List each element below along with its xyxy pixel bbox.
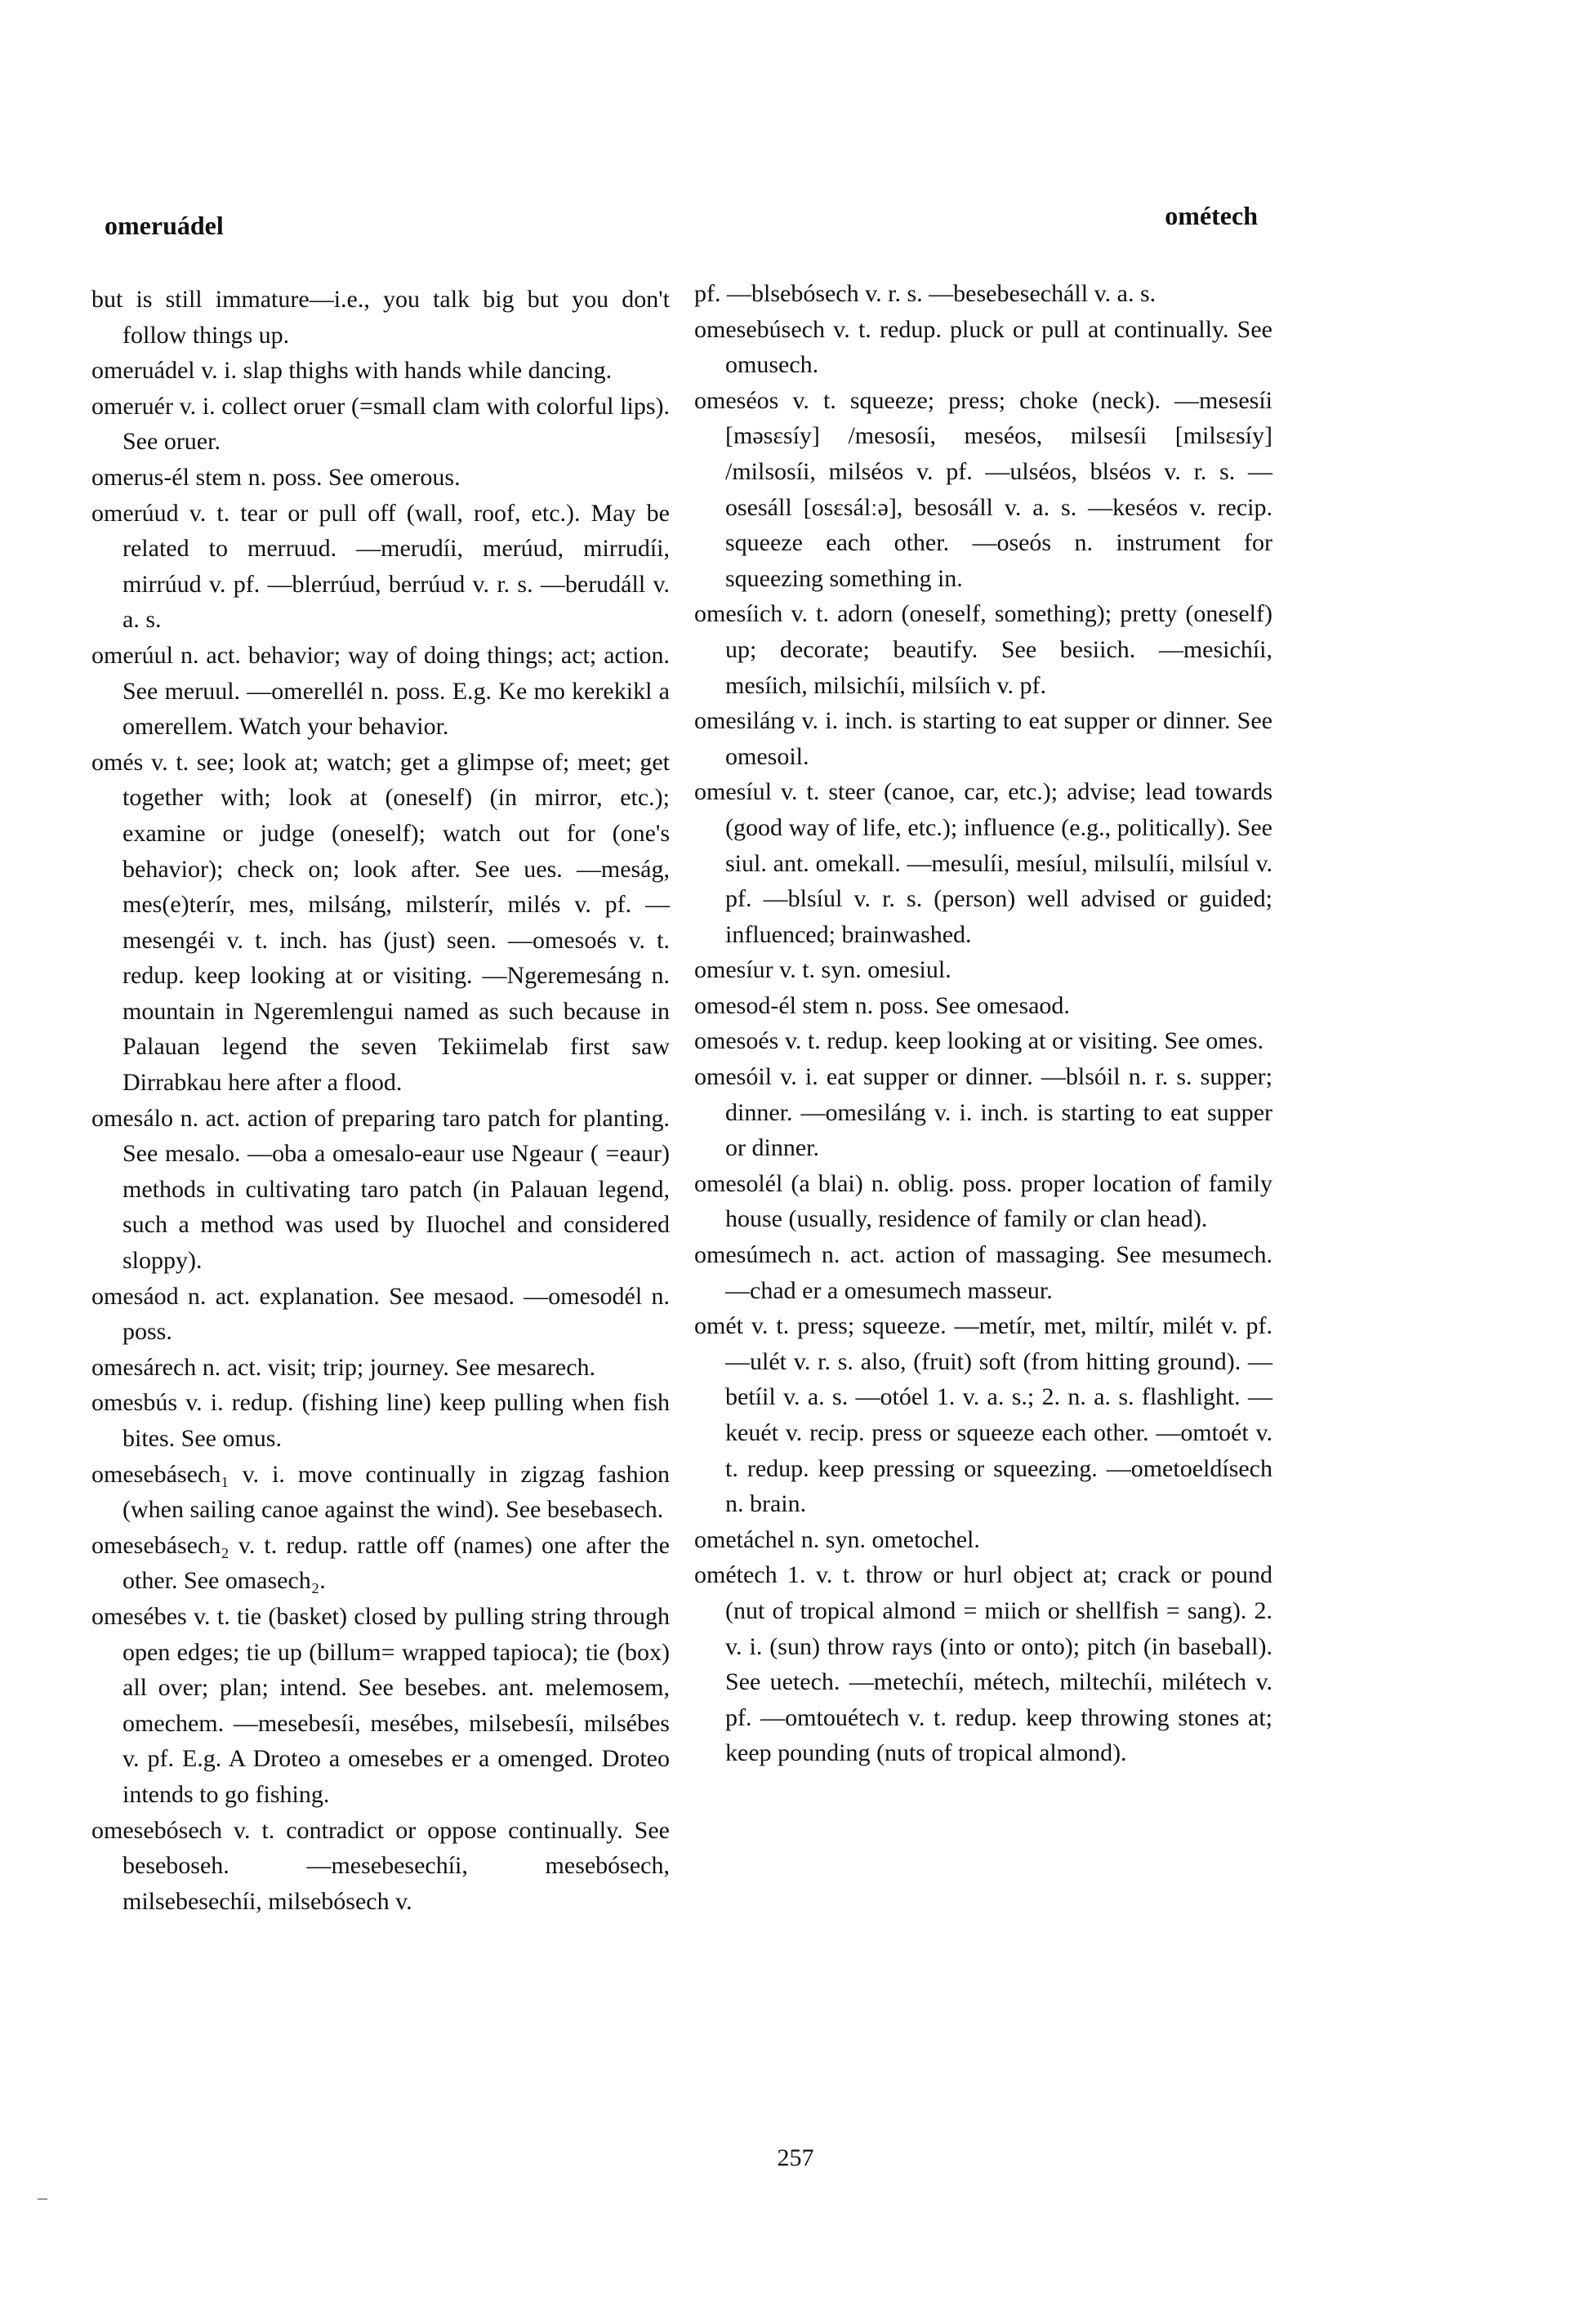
dictionary-entry: ométech 1. v. t. throw or hurl object at; crack or pound (nut of tropical almond = miich or shellfish = sang). 2. v. i. (sun) throw rays (into or onto); pitch (in baseball). See uetech. —metechíi, métech, miltechíi, milétech v. pf. —omtouétech v. t. redup. keep throwing stones at; keep pounding (nuts of tropical almond). (694, 1561, 1272, 1767)
dictionary-entry: omesébes v. t. tie (basket) closed by pulling string through open edges; tie up (billum= wrapped tapioca); tie (box) all over; plan; intend. See besebes. ant. melemosem, omechem. —mesebesíi, mesébes, milsebesíi, milsébes v. pf. E.g. A Droteo a omesebes er a omenged. Droteo intends to go fishing. (91, 1602, 670, 1808)
dictionary-entry: omesoés v. t. redup. keep looking at or visiting. See omes. (694, 1027, 1264, 1055)
dictionary-entry: omeséos v. t. squeeze; press; choke (neck). —mesesíi [məsɛsíy] /mesosíi, meséos, milsesíi [milsɛsíy] /milsosíi, milséos v. pf. —ulséos, blséos v. r. s. —osesáll [osɛsálːə], besosáll v. a. s. —keséos v. recip. squeeze each other. —oseós n. instrument for squeezing something in. (694, 386, 1272, 592)
dictionary-entry: omerus-él stem n. poss. See omerous. (91, 463, 461, 491)
dictionary-entry: omeruér v. i. collect oruer (=small clam with colorful lips). See oruer. (91, 392, 670, 456)
dictionary-entry: omerúul n. act. behavior; way of doing things; act; action. See meruul. —omerellél n. poss. E.g. Ke mo kerekikl a omerellem. Watch your behavior. (91, 641, 670, 741)
dictionary-entry: omesebásech₂ v. t. redup. rattle off (names) one after the other. See omasech₂. (91, 1531, 670, 1595)
dictionary-entry: omesáod n. act. explanation. See mesaod. —omesodél n. poss. (91, 1282, 670, 1346)
dictionary-entry: omesebósech v. t. contradict or oppose continually. See beseboseh. —mesebesechíi, mesebósech, milsebesechíi, milsebósech v. (91, 1816, 670, 1915)
dictionary-entry: omesod-él stem n. poss. See omesaod. (694, 991, 1070, 1019)
running-head-left: omeruádel (105, 211, 224, 240)
dictionary-entry: omesebúsech v. t. redup. pluck or pull at continually. See omusech. (694, 315, 1272, 379)
dictionary-entry: omesiláng v. i. inch. is starting to eat supper or dinner. See omesoil. (694, 707, 1272, 770)
dictionary-entry: omesárech n. act. visit; trip; journey. See mesarech. (91, 1353, 596, 1381)
dictionary-entry: omesbús v. i. redup. (fishing line) keep pulling when fish bites. See omus. (91, 1389, 670, 1452)
page-number: 257 (777, 2144, 814, 2171)
dictionary-entry: but is still immature—i.e., you talk big but you don't follow things up. (91, 286, 670, 349)
dictionary-entry: omeruádel v. i. slap thighs with hands while dancing. (91, 357, 613, 385)
scan-mark (38, 2198, 47, 2200)
dictionary-entry: omés v. t. see; look at; watch; get a glimpse of; meet; get together with; look at (oneself) (in mirror, etc.); examine or judge (oneself); watch out for (one's behavior); check on; look after. See ues. —meság, mes(e)terír, mes, milsáng, milsterír, milés v. pf. —mesengéi v. t. inch. has (just) seen. —omesoés v. t. redup. keep looking at or visiting. —Ngeremesáng n. mountain in Ngeremlengui named as such because in Palauan legend the seven Tekiimelab first saw Dirrabkau here after a flood. (91, 748, 670, 1097)
dictionary-entry: pf. —blsebósech v. r. s. —besebesecháll v. a. s. (694, 280, 1156, 307)
dictionary-entry: omét v. t. press; squeeze. —metír, met, miltír, milét v. pf. —ulét v. r. s. also, (fruit) soft (from hitting ground). —betíil v. a. s. —otóel 1. v. a. s.; 2. n. a. s. flashlight. —keuét v. recip. press or squeeze each other. —omtoét v. t. redup. keep pressing or squeezing. —ometoeldísech n. brain. (694, 1312, 1272, 1518)
dictionary-entry: omesebásech₁ v. i. move continually in zigzag fashion (when sailing canoe against the wind). See besebasech. (91, 1460, 670, 1524)
dictionary-entry: omesíur v. t. syn. omesiul. (694, 956, 951, 984)
left-column (91, 282, 670, 1919)
dictionary-entry: omesíul v. t. steer (canoe, car, etc.); advise; lead towards (good way of life, etc.); influence (e.g., politically). See siul. ant. omekall. —mesulíi, mesíul, milsulíi, milsíul v. pf. —blsíul v. r. s. (person) well advised or guided; influenced; brainwashed. (694, 778, 1272, 948)
dictionary-entry: omerúud v. t. tear or pull off (wall, roof, etc.). May be related to merruud. —merudíi, merúud, mirrudíi, mirrúud v. pf. —blerrúud, berrúud v. r. s. —berudáll v. a. s. (91, 499, 670, 634)
dictionary-entry: omesálo n. act. action of preparing taro patch for planting. See mesalo. —oba a omesalo-eaur use Ngeaur ( =eaur) methods in cultivating taro patch (in Palauan legend, such a method was used by Iluochel and considered sloppy). (91, 1104, 670, 1275)
dictionary-entry: omesíich v. t. adorn (oneself, something); pretty (oneself) up; decorate; beautify. See besiich. —mesichíi, mesíich, milsichíi, milsíich v. pf. (694, 600, 1272, 699)
dictionary-entry: omesúmech n. act. action of massaging. See mesumech. —chad er a omesumech masseur. (694, 1241, 1272, 1304)
dictionary-entry: omesolél (a blai) n. oblig. poss. proper location of family house (usually, residence of family or clan head). (694, 1169, 1272, 1233)
right-column (694, 276, 1272, 1771)
dictionary-entry: omesóil v. i. eat supper or dinner. —blsóil n. r. s. supper; dinner. —omesiláng v. i. inch. is starting to eat supper or dinner. (694, 1063, 1272, 1162)
dictionary-entry: ometáchel n. syn. ometochel. (694, 1525, 980, 1553)
running-head-right: ométech (1165, 201, 1258, 230)
